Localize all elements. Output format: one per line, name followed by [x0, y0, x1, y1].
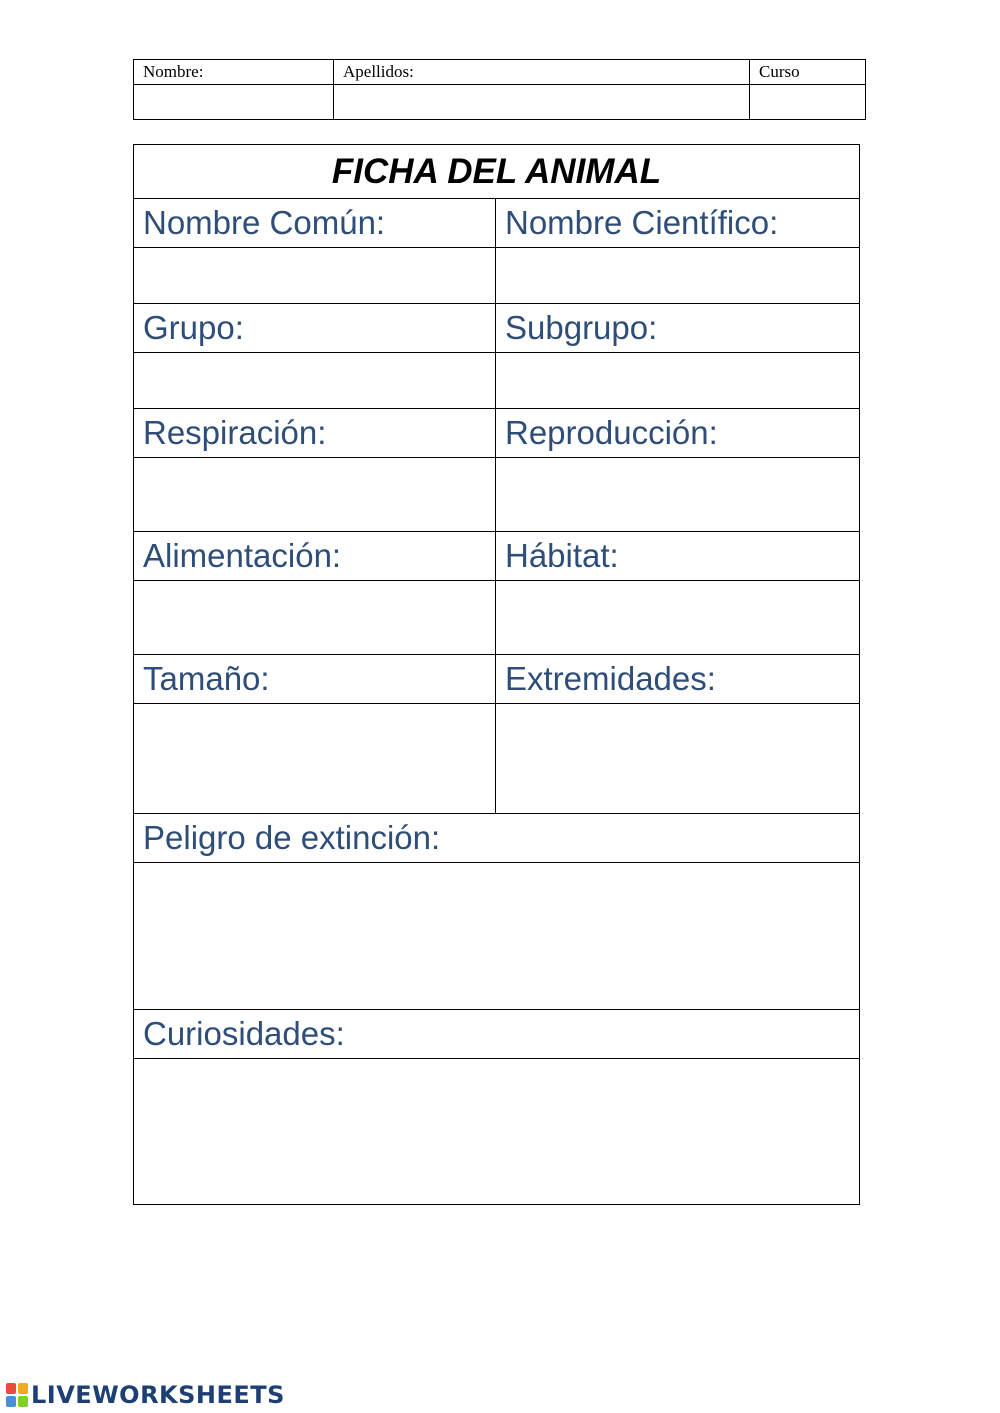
nombre-comun-cell — [134, 248, 496, 304]
subgrupo-label: Subgrupo: — [496, 304, 860, 353]
tamano-cell — [134, 704, 496, 814]
curso-cell — [750, 85, 866, 120]
nombre-label: Nombre: — [134, 60, 334, 85]
card-title: FICHA DEL ANIMAL — [134, 145, 860, 199]
reproduccion-input[interactable] — [496, 458, 859, 516]
nombre-cientifico-label: Nombre Científico: — [496, 199, 860, 248]
grupo-label: Grupo: — [134, 304, 496, 353]
brand-name: LIVEWORKSHEETS — [31, 1381, 285, 1409]
habitat-label: Hábitat: — [496, 532, 860, 581]
liveworksheets-logo-icon — [6, 1383, 28, 1407]
habitat-cell — [496, 581, 860, 655]
alimentacion-input[interactable] — [134, 581, 495, 639]
grupo-input[interactable] — [134, 353, 495, 388]
extremidades-label: Extremidades: — [496, 655, 860, 704]
tamano-label: Tamaño: — [134, 655, 496, 704]
nombre-comun-input[interactable] — [134, 248, 495, 283]
extremidades-cell — [496, 704, 860, 814]
student-info-table — [133, 59, 866, 120]
nombre-cientifico-cell — [496, 248, 860, 304]
tamano-input[interactable] — [134, 704, 495, 762]
respiracion-input[interactable] — [134, 458, 495, 516]
peligro-label: Peligro de extinción: — [134, 814, 860, 863]
nombre-cientifico-input[interactable] — [496, 248, 859, 283]
subgrupo-cell — [496, 353, 860, 409]
logo-block-2 — [18, 1383, 28, 1394]
nombre-cell — [134, 85, 334, 120]
curso-label: Curso — [750, 60, 866, 85]
reproduccion-label: Reproducción: — [496, 409, 860, 458]
apellidos-input[interactable] — [334, 85, 749, 119]
alimentacion-cell — [134, 581, 496, 655]
curso-input[interactable] — [750, 85, 865, 119]
logo-block-1 — [6, 1383, 16, 1394]
nombre-input[interactable] — [134, 85, 333, 119]
reproduccion-cell — [496, 458, 860, 532]
peligro-input[interactable] — [134, 863, 859, 921]
apellidos-label: Apellidos: — [334, 60, 750, 85]
peligro-cell — [134, 863, 860, 1010]
habitat-input[interactable] — [496, 581, 859, 639]
respiracion-cell — [134, 458, 496, 532]
curiosidades-label: Curiosidades: — [134, 1010, 860, 1059]
logo-block-4 — [18, 1396, 28, 1407]
curiosidades-cell — [134, 1059, 860, 1205]
alimentacion-label: Alimentación: — [134, 532, 496, 581]
grupo-cell — [134, 353, 496, 409]
animal-card-table — [133, 144, 860, 1205]
logo-block-3 — [6, 1396, 16, 1407]
respiracion-label: Respiración: — [134, 409, 496, 458]
curiosidades-input[interactable] — [134, 1059, 859, 1117]
extremidades-input[interactable] — [496, 704, 859, 762]
apellidos-cell — [334, 85, 750, 120]
nombre-comun-label: Nombre Común: — [134, 199, 496, 248]
liveworksheets-logo — [6, 1381, 285, 1409]
subgrupo-input[interactable] — [496, 353, 859, 388]
